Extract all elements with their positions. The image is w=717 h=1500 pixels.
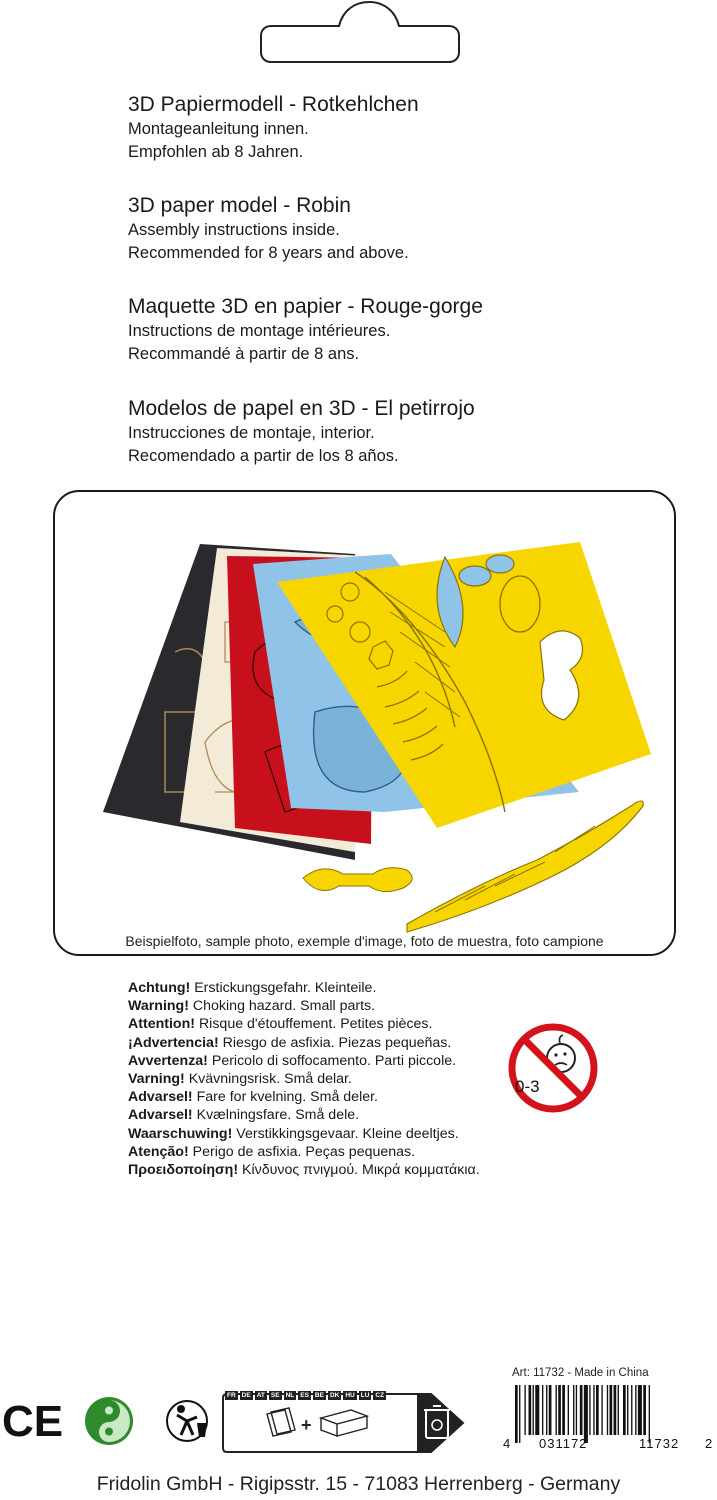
barcode-bar [584, 1385, 588, 1443]
age-range-label: 0-3 [515, 1077, 540, 1096]
barcode-bar [631, 1385, 632, 1435]
barcode-bar [618, 1385, 619, 1435]
country-code: DK [329, 1392, 340, 1399]
warning-label: Atenção! [128, 1143, 189, 1160]
country-code: SE [270, 1392, 280, 1399]
green-dot-recycling-icon [84, 1396, 134, 1446]
age-recommendation-es: Recomendado a partir de los 8 años. [128, 447, 399, 465]
barcode-bar [542, 1385, 543, 1435]
barcode-right-group: 11732 [639, 1436, 680, 1451]
sample-photo-illustration [55, 492, 676, 956]
barcode-bar [623, 1385, 626, 1435]
photo-caption: Beispielfoto, sample photo, exemple d'image, foto de muestra, foto campione [125, 933, 604, 949]
loose-body-piece [303, 868, 412, 892]
warning-line [128, 1106, 528, 1124]
country-code: HU [345, 1392, 355, 1399]
barcode-first-digit: 4 [503, 1436, 511, 1451]
barcode-bar [524, 1385, 525, 1435]
warning-text: Κίνδυνος πνιγμού. Μικρά κομματάκια. [242, 1162, 480, 1179]
age-recommendation-de: Empfohlen ab 8 Jahren. [128, 143, 304, 161]
warning-list [128, 979, 528, 1179]
warning-label: Advarsel! [128, 1089, 193, 1106]
barcode-left-group: 031172 [539, 1436, 588, 1451]
warning-line [128, 1015, 528, 1033]
country-code: ES [300, 1392, 309, 1399]
product-title-de: 3D Papiermodell - Rotkehlchen [128, 93, 419, 116]
instructions-note-fr: Instructions de montage intérieures. [128, 322, 391, 340]
age-restriction-icon [507, 1022, 599, 1114]
barcode [503, 1367, 715, 1447]
lang-block-english [128, 193, 688, 265]
lang-block-spanish [128, 396, 688, 468]
warning-label: Advarsel! [128, 1107, 193, 1124]
barcode-bar [627, 1385, 628, 1435]
country-code: AT [256, 1392, 265, 1399]
lang-block-german [128, 92, 688, 164]
product-title-en: 3D paper model - Robin [128, 194, 351, 217]
age-recommendation-fr: Recommandé à partir de 8 ans. [128, 345, 360, 363]
warning-label: Avvertenza! [128, 1052, 208, 1069]
warning-text: Risque d'étouffement. Petites pièces. [198, 1016, 433, 1033]
svg-text:CE: CE [2, 1398, 64, 1442]
dispose-properly-icon [163, 1397, 215, 1445]
lang-block-french [128, 294, 688, 366]
barcode-bar [580, 1385, 583, 1435]
warning-line [128, 1052, 528, 1070]
barcode-bar [558, 1385, 561, 1435]
paper-sheets-icon [267, 1408, 295, 1436]
instructions-note-en: Assembly instructions inside. [128, 221, 340, 239]
sample-photo-frame [53, 490, 676, 956]
warning-line [128, 979, 528, 997]
warning-label: Waarschuwing! [128, 1125, 233, 1142]
barcode-bar [529, 1385, 532, 1435]
instructions-note-de: Montageanleitung innen. [128, 120, 309, 138]
warning-text: Perigo de asfixia. Peças pequenas. [192, 1143, 416, 1160]
article-number: Art: 11732 - Made in China [512, 1367, 649, 1379]
warning-line [128, 1070, 528, 1088]
warning-label: ¡Advertencia! [128, 1034, 219, 1051]
warning-text: Riesgo de asfixia. Piezas pequeñas. [222, 1034, 452, 1051]
country-code: CZ [375, 1392, 385, 1399]
warning-line [128, 1034, 528, 1052]
company-address: Fridolin GmbH - Rigipsstr. 15 - 71083 Herrenberg - Germany [96, 1473, 621, 1495]
warning-label: Attention! [128, 1016, 195, 1033]
warning-line [128, 1088, 528, 1106]
product-title-fr: Maquette 3D en papier - Rouge-gorge [128, 295, 483, 318]
warning-label: Warning! [128, 998, 189, 1015]
barcode-bar [556, 1385, 557, 1435]
barcode-bar [649, 1385, 650, 1443]
barcode-bar [519, 1385, 520, 1443]
warning-text: Kvælningsfare. Små dele. [196, 1107, 360, 1124]
warning-text: Erstickungsgefahr. Kleinteile. [194, 980, 377, 996]
warning-line [128, 1161, 528, 1179]
plus-sign: + [301, 1415, 312, 1435]
barcode-bar [533, 1385, 534, 1435]
barcode-bar [535, 1385, 539, 1435]
country-code: FR [227, 1392, 236, 1399]
age-recommendation-en: Recommended for 8 years and above. [128, 244, 409, 262]
barcode-bar [635, 1385, 636, 1435]
barcode-bar [601, 1385, 602, 1435]
barcode-bar [562, 1385, 565, 1435]
barcode-bar [638, 1385, 642, 1435]
country-code: BE [314, 1392, 324, 1399]
warning-line [128, 1125, 528, 1143]
warning-line [128, 1143, 528, 1161]
warning-text: Fare for kvelning. Små deler. [196, 1089, 378, 1106]
country-code: LU [360, 1392, 370, 1399]
barcode-bar [610, 1385, 613, 1435]
barcode-bar [593, 1385, 594, 1435]
barcode-bar [576, 1385, 577, 1435]
barcode-bar [589, 1385, 590, 1435]
warning-line [128, 997, 528, 1015]
country-code: DE [241, 1392, 251, 1399]
warning-label: Προειδοποίηση! [128, 1162, 239, 1179]
barcode-bar [596, 1385, 599, 1435]
instructions-note-es: Instrucciones de montaje, interior. [128, 424, 375, 442]
barcode-bar [614, 1385, 617, 1435]
barcode-last-digit: 2 [705, 1436, 713, 1451]
barcode-bar [546, 1385, 547, 1435]
recycling-country-codes [225, 1391, 386, 1400]
warning-label: Varning! [128, 1071, 185, 1088]
warning-label: Achtung! [128, 980, 191, 996]
barcode-bar [573, 1385, 574, 1435]
warning-text: Verstikkingsgevaar. Kleine deeltjes. [236, 1125, 459, 1142]
barcode-bar [515, 1385, 518, 1443]
barcode-bar [568, 1385, 569, 1435]
barcode-bar [607, 1385, 608, 1435]
hang-tab-outline [259, 0, 461, 66]
barcode-bar [643, 1385, 646, 1435]
warning-text: Pericolo di soffocamento. Parti piccole. [211, 1052, 457, 1069]
warning-text: Kvävningsrisk. Små delar. [188, 1071, 352, 1088]
product-title-es: Modelos de papel en 3D - El petirrojo [128, 397, 475, 420]
ce-mark-icon [2, 1398, 64, 1442]
barcode-bar [549, 1385, 552, 1435]
country-code: NL [285, 1392, 295, 1399]
warning-text: Choking hazard. Small parts. [192, 998, 376, 1015]
